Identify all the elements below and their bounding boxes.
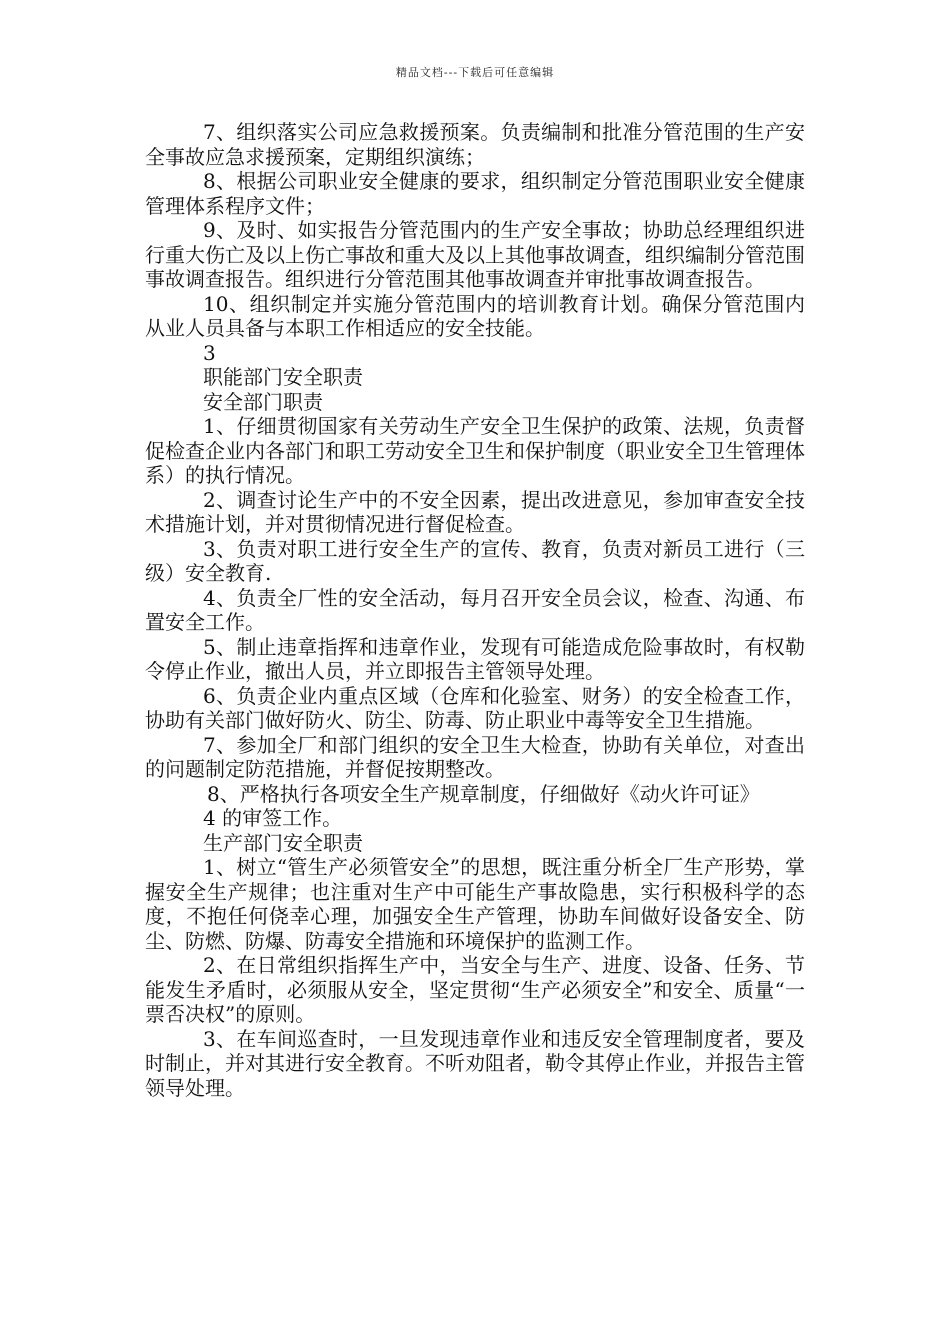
section-number: 3 — [203, 340, 216, 365]
paragraph-safety-6: 6、负责企业内重点区域（仓库和化验室、财务）的安全检查工作，协助有关部门做好防火、防尘、防毒、防止职业中毒等安全卫生措施。 — [145, 683, 805, 732]
page-header: 精品文档---下载后可任意编辑 — [395, 66, 555, 79]
paragraph-duty-7: 7、组织落实公司应急救援预案。负责编制和批准分管范围的生产安全事故应急求援预案，定期组织演练； — [145, 120, 805, 169]
paragraph-duty-10: 10、组织制定并实施分管范围内的培训教育计划。确保分管范围内从业人员具备与本职工作相适应的安全技能。 — [145, 291, 805, 340]
paragraph-production-1: 1、树立“管生产必须管安全”的思想，既注重分析全厂生产形势，掌握安全生产规律；也注重对生产中可能生产事故隐患，实行积极科学的态度，不抱任何侥幸心理，加强安全生产管理，协助车间做好设备安全、防尘、防燃、防爆、防毒安全措施和环境保护的监测工作。 — [145, 855, 805, 953]
paragraph-production-3: 3、在车间巡查时，一旦发现违章作业和违反安全管理制度者，要及时制止，并对其进行安全教育。不听劝阻者，勒令其停止作业，并报告主管领导处理。 — [145, 1026, 805, 1100]
section-heading: 职能部门安全职责 — [203, 365, 363, 389]
document-body — [145, 120, 805, 1100]
page-number-continuation: 4 的审签工作。 — [203, 806, 343, 830]
paragraph-safety-1: 1、仔细贯彻国家有关劳动生产安全卫生保护的政策、法规，负责督促检查企业内各部门和职工劳动安全卫生和保护制度（职业安全卫生管理体系）的执行情况。 — [145, 414, 805, 487]
paragraph-production-2: 2、在日常组织指挥生产中，当安全与生产、进度、设备、任务、节能发生矛盾时，必须服从安全，坚定贯彻“生产必须安全”和安全、质量“一票否决权”的原则。 — [145, 953, 805, 1026]
paragraph-safety-4: 4、负责全厂性的安全活动，每月召开安全员会议，检查、沟通、布置安全工作。 — [145, 585, 805, 634]
paragraph-safety-7: 7、参加全厂和部门组织的安全卫生大检查，协助有关单位，对查出的问题制定防范措施，并督促按期整改。 — [145, 732, 805, 781]
paragraph-safety-2: 2、调查讨论生产中的不安全因素，提出改进意见，参加审查安全技术措施计划，并对贯彻情况进行督促检查。 — [145, 487, 805, 536]
paragraph-duty-8: 8、根据公司职业安全健康的要求，组织制定分管范围职业安全健康管理体系程序文件； — [145, 169, 805, 218]
paragraph-duty-9: 9、及时、如实报告分管范围内的生产安全事故；协助总经理组织进行重大伤亡及以上伤亡事故和重大及以上其他事故调查，组织编制分管范围事故调查报告。组织进行分管范围其他事故调查并审批事故调查报告。 — [145, 218, 805, 291]
paragraph-safety-3: 3、负责对职工进行安全生产的宣传、教育，负责对新员工进行（三级）安全教育. — [145, 536, 805, 585]
paragraph-safety-5: 5、制止违章指挥和违章作业，发现有可能造成危险事故时，有权勒令停止作业，撤出人员，并立即报告主管领导处理。 — [145, 634, 805, 683]
paragraph-safety-8: 8、严格执行各项安全生产规章制度，仔细做好《动火许可证》 — [207, 781, 760, 806]
subsection-heading-production-dept: 生产部门安全职责 — [203, 830, 363, 855]
subsection-heading-safety-dept: 安全部门职责 — [203, 389, 323, 414]
